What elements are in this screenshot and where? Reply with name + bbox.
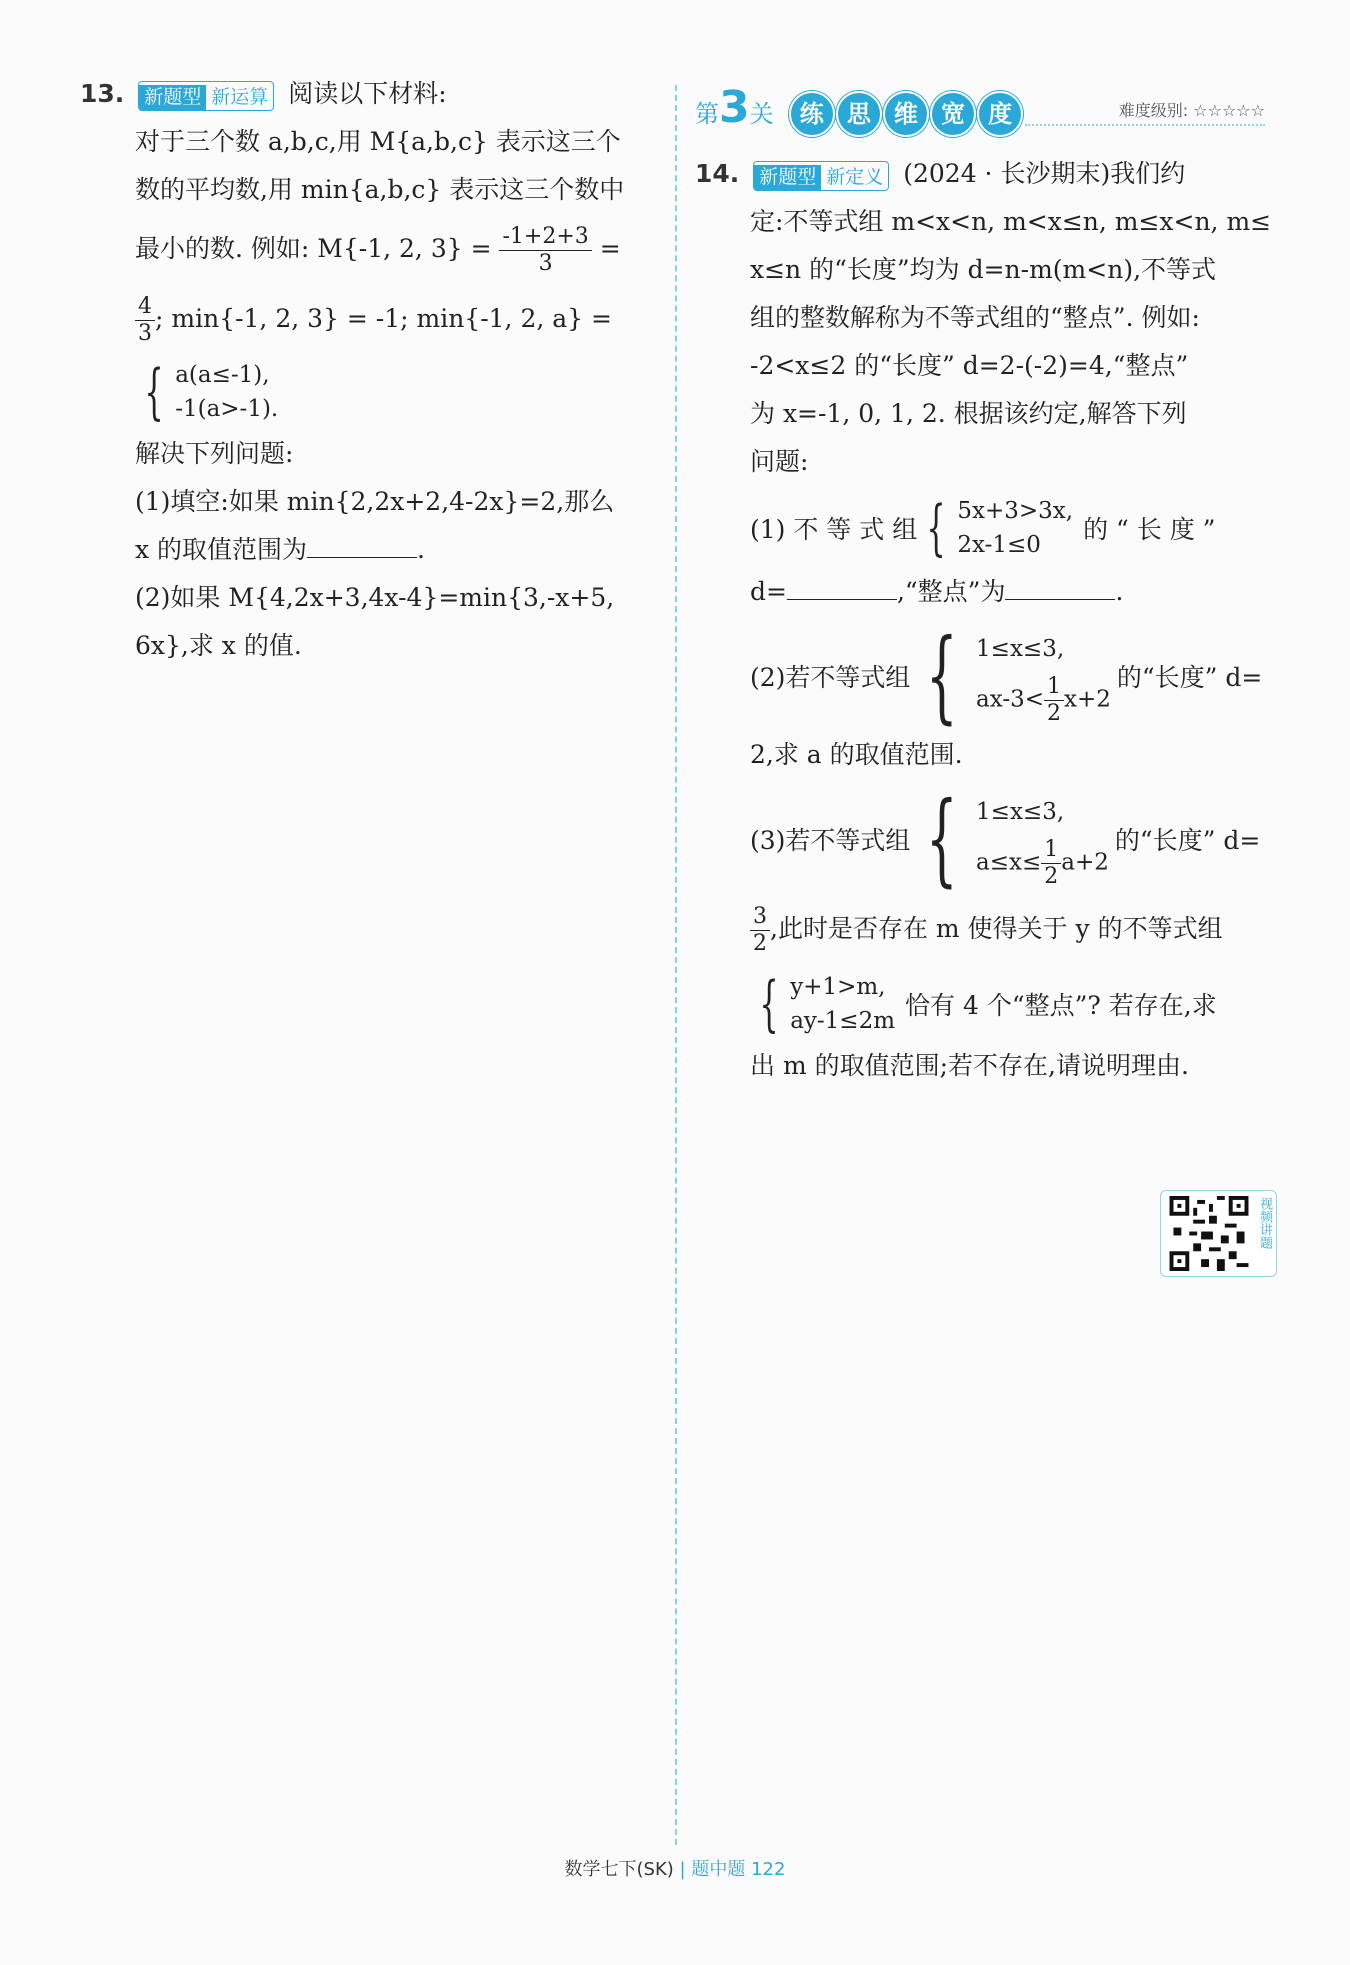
fraction-numerator: 1 <box>1041 837 1061 864</box>
header-pills <box>789 100 1019 128</box>
book-title: 数学七下(SK) <box>564 1859 674 1880</box>
fraction <box>1041 837 1061 890</box>
fraction-numerator: 4 <box>135 294 155 321</box>
header-guan: 关 <box>749 100 774 128</box>
text-line: 6x},求 x 的值. <box>135 631 302 660</box>
text-segment: x+2 <box>1064 686 1111 713</box>
fraction <box>750 904 770 957</box>
question-number: 13. <box>80 79 125 108</box>
fraction-numerator: -1+2+3 <box>499 224 591 251</box>
text-line: 定:不等式组 m<x<n, m<x≤n, m≤x<n, m≤ <box>750 207 1272 236</box>
answer-blank[interactable] <box>1005 574 1115 600</box>
system-rows <box>976 787 1109 890</box>
text-segment: ,“整点”为 <box>896 577 1006 606</box>
fraction <box>1044 674 1064 727</box>
page-number: 122 <box>751 1859 786 1880</box>
header-dotted-line <box>1025 124 1265 126</box>
piecewise-definition <box>80 358 660 426</box>
case-rows <box>175 358 278 426</box>
qr-code-icon <box>1169 1196 1249 1271</box>
text-segment: ax-3< <box>976 686 1045 713</box>
text-line: (2)如果 M{4,2x+3,4x-4}=min{3,-x+5, <box>135 583 615 612</box>
text-segment: 的 “ 长 度 ” <box>1083 515 1216 544</box>
text-line <box>695 894 1285 964</box>
text-line: -2<x≤2 的“长度” d=2-(-2)=4,“整点” <box>750 351 1189 380</box>
text-line <box>80 526 660 574</box>
fraction-denominator: 2 <box>1044 864 1059 889</box>
tag-new-type: 新题型 <box>139 85 206 110</box>
header-number: 3 <box>719 82 750 133</box>
video-qr-code[interactable] <box>1160 1190 1277 1277</box>
fraction-denominator: 3 <box>538 251 553 276</box>
answer-blank[interactable] <box>307 532 417 558</box>
footer-separator: | <box>679 1859 686 1880</box>
question-14 <box>695 150 1285 1090</box>
question-tag <box>753 161 889 191</box>
left-brace: { <box>926 493 946 563</box>
text-line <box>695 568 1285 616</box>
text-segment: . <box>1115 577 1124 606</box>
text-line <box>695 970 1285 1038</box>
left-brace: { <box>759 969 779 1039</box>
fraction-numerator: 3 <box>750 904 770 931</box>
fraction-denominator: 2 <box>1047 701 1062 726</box>
answer-blank[interactable] <box>787 574 897 600</box>
system-row: 1≤x≤3, <box>976 636 1065 662</box>
text-line: 出 m 的取值范围;若不存在,请说明理由. <box>750 1051 1189 1080</box>
text-segment: ,此时是否存在 m 使得关于 y 的不等式组 <box>770 914 1223 943</box>
tag-new-operation: 新运算 <box>211 85 269 108</box>
text-segment: d= <box>750 577 787 606</box>
header-pill: 维 <box>883 91 929 137</box>
fraction-numerator: 1 <box>1044 674 1064 701</box>
text-line: 解决下列问题: <box>135 439 294 468</box>
header-di: 第 <box>695 100 719 128</box>
text-line: 2,求 a 的取值范围. <box>750 740 963 769</box>
text-segment: (3)若不等式组 <box>750 825 911 855</box>
fraction-denominator: 2 <box>753 931 767 956</box>
tag-new-definition: 新定义 <box>826 165 884 188</box>
q14-source: (2024 · 长沙期末)我们约 <box>903 159 1186 188</box>
fraction <box>135 294 155 347</box>
text-segment: ; min{-1, 2, 3} = -1; min{-1, 2, a} = <box>155 304 612 333</box>
text-line: 组的整数解称为不等式组的“整点”. 例如: <box>750 303 1200 332</box>
q13-intro: 阅读以下材料: <box>288 79 447 108</box>
fraction <box>499 224 591 277</box>
q13-header <box>80 70 660 118</box>
qr-label: 视频讲题 <box>1257 1197 1272 1249</box>
fraction-denominator: 3 <box>138 321 152 346</box>
text-line: 为 x=-1, 0, 1, 2. 根据该约定,解答下列 <box>750 399 1187 428</box>
column-divider <box>675 85 677 1845</box>
series-title: 题中题 <box>691 1859 746 1880</box>
header-pill: 思 <box>836 91 882 137</box>
left-brace: { <box>926 779 959 897</box>
left-brace: { <box>926 616 959 734</box>
system-row <box>976 837 1109 890</box>
question-13 <box>80 70 660 670</box>
text-segment: 最小的数. 例如: M{-1, 2, 3} = <box>135 234 492 263</box>
text-line <box>80 284 660 354</box>
inequality-system <box>910 616 1111 734</box>
system-row: 5x+3>3x, <box>957 498 1074 524</box>
text-segment: (1) 不 等 式 组 <box>750 515 918 544</box>
question-number: 14. <box>695 159 740 188</box>
system-rows <box>957 494 1073 562</box>
difficulty-rating: 难度级别: ☆☆☆☆☆ <box>1118 101 1265 120</box>
text-line: 数的平均数,用 min{a,b,c} 表示这三个数中 <box>135 175 625 204</box>
text-line: 问题: <box>750 447 809 476</box>
part-1 <box>695 494 1285 562</box>
text-segment: 的“长度” d= <box>1116 662 1263 692</box>
system-rows <box>790 970 895 1038</box>
text-segment: 的“长度” d= <box>1114 825 1261 855</box>
text-segment: a+2 <box>1061 849 1109 876</box>
text-segment: (2)若不等式组 <box>750 662 911 692</box>
system-row <box>976 674 1111 727</box>
header-pill: 度 <box>977 91 1023 137</box>
text-segment: 恰有 4 个“整点”? 若存在,求 <box>905 991 1217 1020</box>
system-row: 2x-1≤0 <box>957 532 1041 558</box>
case-row: -1(a>-1). <box>175 396 279 422</box>
part-3 <box>695 779 1285 897</box>
text-line <box>80 214 660 284</box>
inequality-system <box>910 779 1109 897</box>
text-segment: x 的取值范围为 <box>135 535 308 564</box>
system-row: ay-1≤2m <box>790 1008 896 1034</box>
case-row: a(a≤-1), <box>175 362 270 388</box>
text-line: (1)填空:如果 min{2,2x+2,4-2x}=2,那么 <box>135 487 615 516</box>
header-pill: 练 <box>789 91 835 137</box>
tag-new-type: 新题型 <box>754 165 821 190</box>
question-tag <box>138 81 274 111</box>
header-pill: 宽 <box>930 91 976 137</box>
text-segment: a≤x≤ <box>976 849 1042 876</box>
text-line: 对于三个数 a,b,c,用 M{a,b,c} 表示这三个 <box>135 127 621 156</box>
left-brace: { <box>144 357 164 427</box>
text-segment: . <box>417 535 425 564</box>
case-system <box>135 358 278 426</box>
text-segment: = <box>599 234 621 263</box>
part-2 <box>695 616 1285 734</box>
page-footer <box>0 1855 1350 1881</box>
system-rows <box>976 624 1111 727</box>
section-header <box>695 82 1275 142</box>
q14-header <box>695 150 1285 198</box>
system-row: 1≤x≤3, <box>976 799 1065 825</box>
inequality-system <box>750 970 895 1038</box>
system-row: y+1>m, <box>790 974 886 1000</box>
text-line: x≤n 的“长度”均为 d=n-m(m<n),不等式 <box>750 255 1217 284</box>
inequality-system <box>917 494 1073 562</box>
